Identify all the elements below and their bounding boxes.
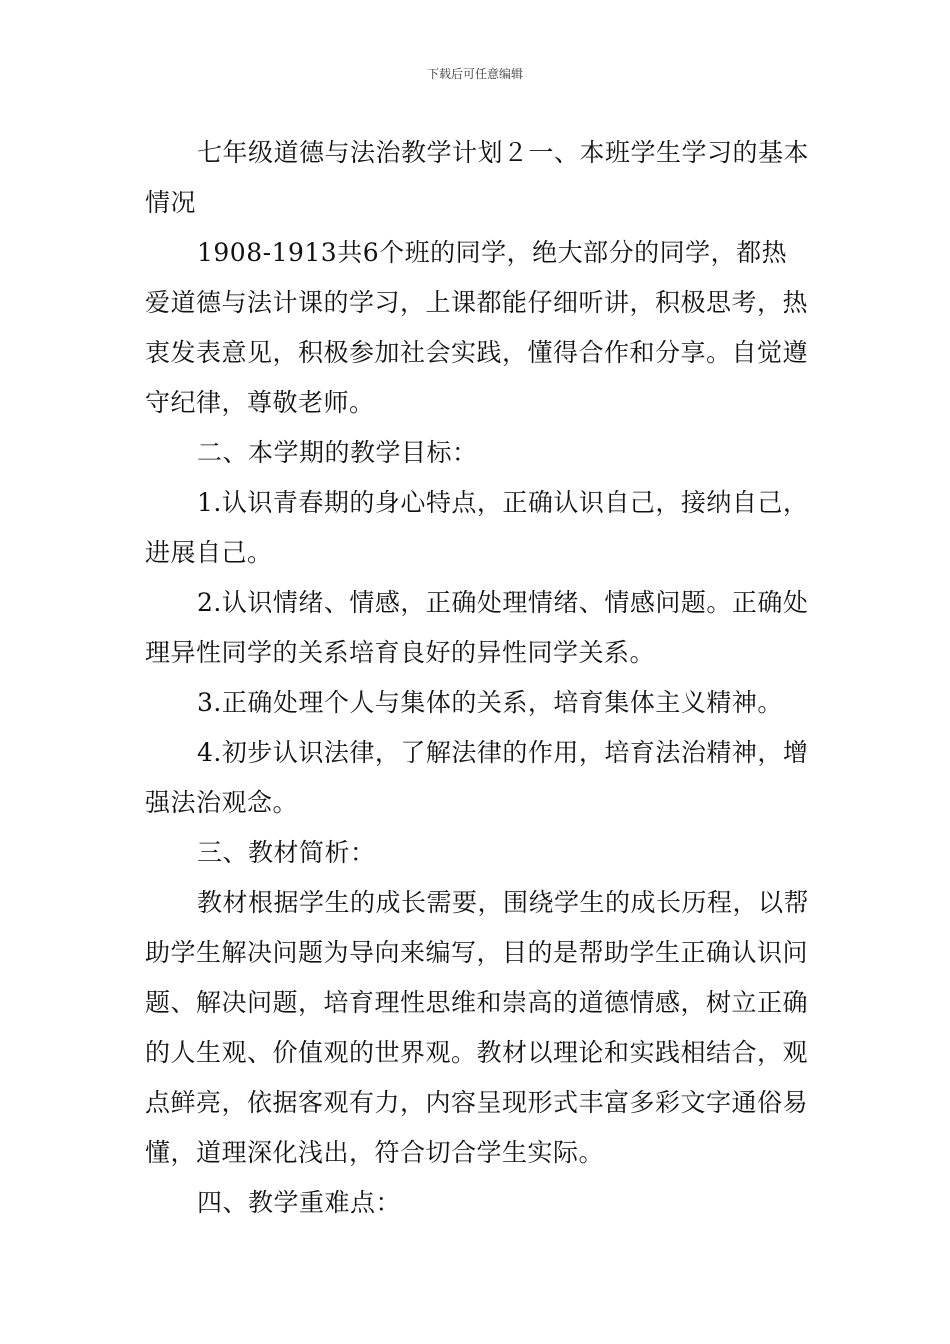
header-note: 下载后可任意编辑 (426, 67, 523, 81)
document-body (145, 128, 810, 1228)
heading-teaching-goals: 二、本学期的教学目标： (197, 438, 478, 467)
paragraph-textbook-analysis: 教材根据学生的成长需要，围绕学生的成长历程，以帮助学生解决问题为导向来编写，目的是帮助学生正确认识问题、解决问题，培育理性思维和崇高的道德情感，树立正确的人生观、价值观的世界观。教材以理论和实践相结合，观点鲜亮，依据客观有力，内容呈现形式丰富多彩文字通俗易懂，道理深化浅出，符合切合学生实际。 (145, 888, 810, 1167)
goal-item-3: 3.正确处理个人与集体的关系，培育集体主义精神。 (197, 688, 783, 717)
paragraph-title: 七年级道德与法治教学计划２一、本班学生学习的基本情况 (145, 138, 810, 217)
goal-item-1: 1.认识青春期的身心特点，正确认识自己，接纳自己，进展自己。 (145, 488, 809, 567)
goal-item-4: 4.初步认识法律，了解法律的作用，培育法治精神，增强法治观念。 (145, 738, 809, 817)
paragraph-class-situation: 1908-1913共6个班的同学，绝大部分的同学，都热爱道德与法计课的学习，上课都能仔细听讲，积极思考，热衷发表意见，积极参加社会实践，懂得合作和分享。自觉遵守纪律，尊敬老师。 (145, 238, 809, 417)
heading-key-difficulties: 四、教学重难点： (197, 1188, 402, 1217)
heading-textbook-analysis: 三、教材简析： (197, 838, 376, 867)
goal-item-2: 2.认识情绪、情感，正确处理情绪、情感问题。正确处理异性同学的关系培育良好的异性同学关系。 (145, 588, 809, 667)
